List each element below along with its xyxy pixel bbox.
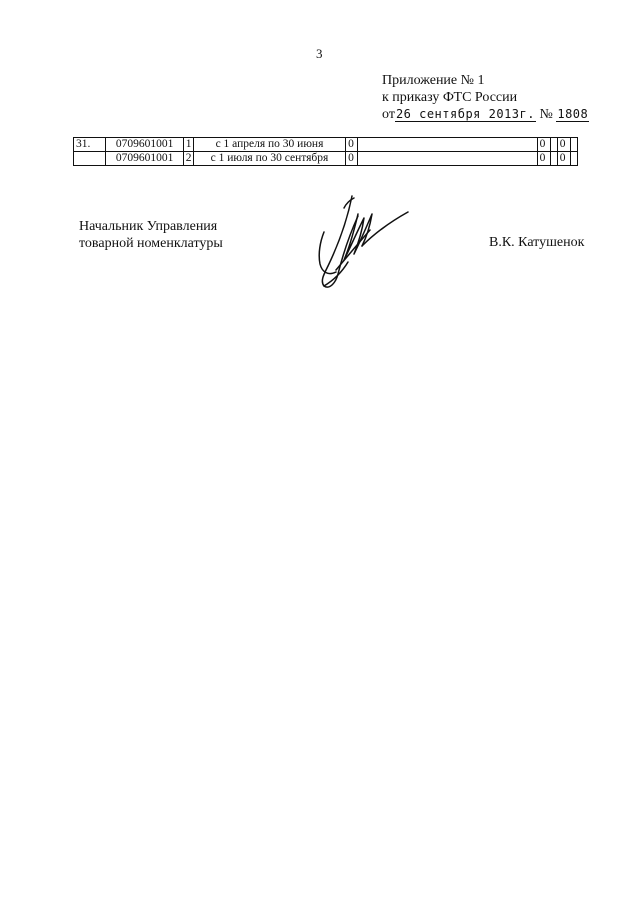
value-cell: 0 (557, 152, 570, 166)
period-cell: с 1 июля по 30 сентября (193, 152, 345, 166)
page-number: 3 (316, 46, 323, 61)
row-number (74, 152, 106, 166)
empty-cell (571, 152, 578, 166)
index-cell: 1 (183, 138, 193, 152)
order-number: 1808 (557, 107, 589, 121)
handwritten-signature-icon (300, 186, 415, 294)
number-label: № (539, 107, 553, 122)
empty-cell (358, 152, 537, 166)
appendix-title: Приложение № 1 (382, 73, 485, 88)
signer-title-line2: товарной номенклатуры (79, 236, 223, 251)
signer-title (79, 218, 223, 252)
signer-name: В.К. Катушенок (489, 235, 585, 250)
empty-cell (551, 138, 558, 152)
table-row (74, 138, 578, 152)
code-cell: 0709601001 (106, 138, 183, 152)
from-label: от (382, 107, 395, 122)
data-table (73, 137, 578, 166)
row-number: 31. (74, 138, 106, 152)
empty-cell (551, 152, 558, 166)
value-cell: 0 (346, 138, 358, 152)
order-date: 26 сентября 2013г. (395, 107, 535, 121)
signer-title-line1: Начальник Управления (79, 219, 218, 234)
value-cell: 0 (557, 138, 570, 152)
value-cell: 0 (537, 152, 550, 166)
appendix-date-line (382, 106, 589, 123)
value-cell: 0 (537, 138, 550, 152)
appendix-order-ref: к приказу ФТС России (382, 90, 518, 105)
value-cell: 0 (346, 152, 358, 166)
table-row (74, 152, 578, 166)
code-cell: 0709601001 (106, 152, 183, 166)
empty-cell (571, 138, 578, 152)
index-cell: 2 (183, 152, 193, 166)
empty-cell (358, 138, 537, 152)
appendix-header (382, 72, 589, 123)
period-cell: с 1 апреля по 30 июня (193, 138, 345, 152)
